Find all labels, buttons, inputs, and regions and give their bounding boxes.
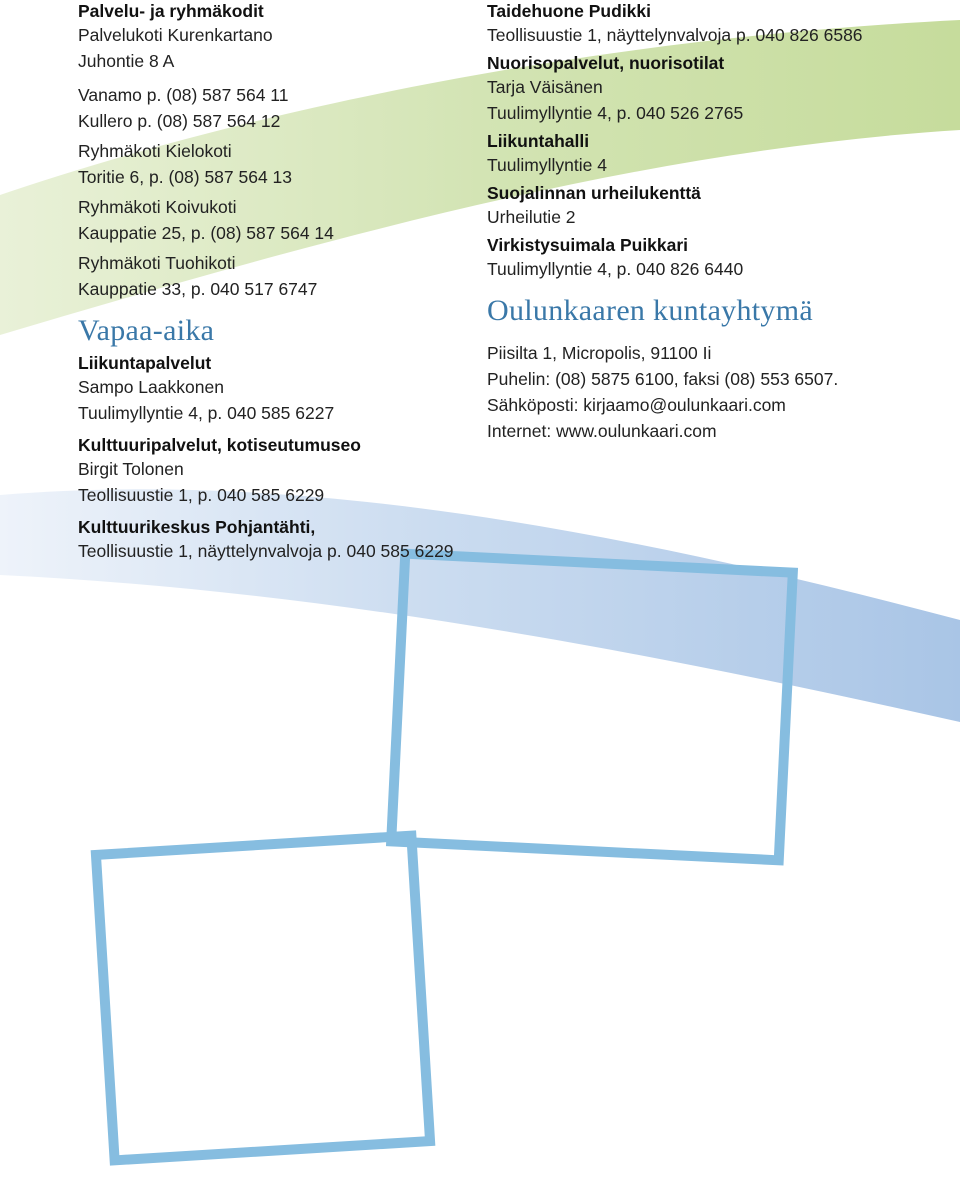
- youth-title: Nuorisopalvelut, nuorisotilat: [487, 53, 725, 73]
- frame-square-right: [386, 548, 798, 865]
- org-phone: Puhelin: (08) 5875 6100, faksi (08) 553 6507.: [487, 369, 839, 389]
- kielokoti-name: Ryhmäkoti Kielokoti: [78, 141, 232, 161]
- pool-contact: Tuulimyllyntie 4, p. 040 826 6440: [487, 259, 744, 279]
- tuohikoti-name: Ryhmäkoti Tuohikoti: [78, 253, 236, 273]
- org-web: Internet: www.oulunkaari.com: [487, 421, 717, 441]
- sports-contact: Tuulimyllyntie 4, p. 040 585 6227: [78, 403, 335, 423]
- culture-center-title: Kulttuurikeskus Pohjantähti,: [78, 517, 316, 537]
- housing-section: [78, 0, 478, 302]
- org-contact: [487, 340, 957, 444]
- tuohikoti-contact: Kauppatie 33, p. 040 517 6747: [78, 279, 318, 299]
- kielokoti-contact: Toritie 6, p. (08) 587 564 13: [78, 167, 293, 187]
- art-hall-contact: Teollisuustie 1, näyttelynvalvoja p. 040 826 6586: [487, 25, 863, 45]
- sports-person: Sampo Laakkonen: [78, 377, 224, 397]
- right-column: [487, 0, 957, 444]
- sports-services: [78, 352, 478, 426]
- koivukoti-contact: Kauppatie 25, p. (08) 587 564 14: [78, 223, 334, 243]
- culture-center: [78, 516, 478, 564]
- pool-title: Virkistysuimala Puikkari: [487, 235, 689, 255]
- youth-contact: Tuulimyllyntie 4, p. 040 526 2765: [487, 103, 744, 123]
- sports-title: Liikuntapalvelut: [78, 353, 212, 373]
- vanamo-contact: Vanamo p. (08) 587 564 11: [78, 85, 289, 105]
- org-email: Sähköposti: kirjaamo@oulunkaari.com: [487, 395, 786, 415]
- swimming-pool: [487, 234, 957, 282]
- art-hall-title: Taidehuone Pudikki: [487, 1, 652, 21]
- sports-field-title: Suojalinnan urheilukenttä: [487, 183, 701, 203]
- frame-square-left: [91, 830, 436, 1165]
- youth-person: Tarja Väisänen: [487, 77, 603, 97]
- housing-title: Palvelu- ja ryhmäkodit: [78, 1, 264, 21]
- art-hall: [487, 0, 957, 48]
- leisure-heading: Vapaa-aika: [78, 314, 215, 347]
- sports-hall-address: Tuulimyllyntie 4: [487, 155, 607, 175]
- sports-hall: [487, 130, 957, 178]
- sports-field: [487, 182, 957, 230]
- culture-person: Birgit Tolonen: [78, 459, 184, 479]
- sports-hall-title: Liikuntahalli: [487, 131, 590, 151]
- kullero-contact: Kullero p. (08) 587 564 12: [78, 111, 281, 131]
- left-column: [78, 0, 478, 564]
- culture-services: [78, 434, 478, 508]
- culture-contact: Teollisuustie 1, p. 040 585 6229: [78, 485, 325, 505]
- home1-name: Palvelukoti Kurenkartano: [78, 25, 273, 45]
- youth-services: [487, 52, 957, 126]
- culture-title: Kulttuuripalvelut, kotiseutumuseo: [78, 435, 361, 455]
- sports-field-address: Urheilutie 2: [487, 207, 576, 227]
- culture-center-contact: Teollisuustie 1, näyttelynvalvoja p. 040 585 6229: [78, 541, 454, 561]
- koivukoti-name: Ryhmäkoti Koivukoti: [78, 197, 237, 217]
- home1-address: Juhontie 8 A: [78, 51, 175, 71]
- org-address: Piisilta 1, Micropolis, 91100 Ii: [487, 343, 712, 363]
- org-heading: Oulunkaaren kuntayhtymä: [487, 294, 813, 327]
